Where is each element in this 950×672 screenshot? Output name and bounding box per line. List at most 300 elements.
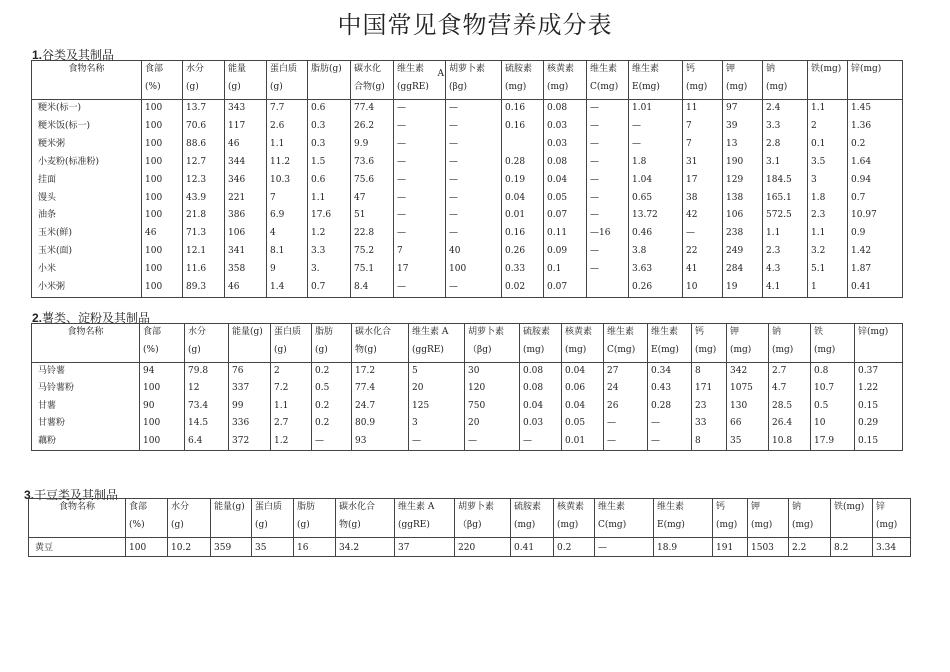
nutrient-value-cell: 572.5 (763, 207, 808, 225)
nutrient-value-cell: 342 (727, 363, 769, 381)
nutrient-value-cell: 3.2 (808, 243, 848, 261)
nutrient-value-cell: — (409, 433, 465, 451)
nutrient-value-cell: 191 (713, 538, 748, 557)
nutrient-value-cell: 30 (465, 363, 520, 381)
nutrient-value-cell: 2.7 (769, 363, 811, 381)
nutrient-value-cell: — (446, 225, 502, 243)
nutrient-value-cell: 24.7 (352, 398, 409, 415)
nutrient-value-cell: 2 (271, 363, 312, 381)
nutrient-value-cell: 8.4 (351, 279, 394, 297)
nutrient-value-cell: — (587, 207, 629, 225)
nutrient-value-cell: 11.6 (183, 261, 225, 279)
nutrient-value-cell: — (394, 100, 446, 118)
nutrient-value-cell: — (394, 136, 446, 154)
column-header: 维生素 C(mg) (604, 324, 648, 363)
nutrient-value-cell: — (629, 136, 683, 154)
nutrient-value-cell: 0.46 (629, 225, 683, 243)
nutrient-value-cell: 51 (351, 207, 394, 225)
nutrient-value-cell: — (587, 100, 629, 118)
nutrient-value-cell (587, 279, 629, 297)
nutrient-value-cell: 130 (727, 398, 769, 415)
nutrient-value-cell: 0.05 (562, 415, 604, 432)
nutrient-value-cell: 100 (446, 261, 502, 279)
nutrient-value-cell: 3.5 (808, 154, 848, 172)
nutrient-value-cell: 372 (229, 433, 271, 451)
column-header: 食部 (%) (126, 499, 168, 538)
nutrient-value-cell: 1.1 (808, 100, 848, 118)
column-header: 钠 (mg) (789, 499, 831, 538)
nutrient-value-cell: 75.6 (351, 172, 394, 190)
nutrient-value-cell: 100 (126, 538, 168, 557)
nutrient-value-cell: 1.1 (763, 225, 808, 243)
nutrient-value-cell: 106 (723, 207, 763, 225)
column-header: 胡萝卜素 (βg) (446, 61, 502, 100)
nutrient-value-cell: 3.63 (629, 261, 683, 279)
column-header: 食部 (%) (142, 61, 183, 100)
nutrient-value-cell: 0.16 (502, 100, 544, 118)
nutrient-value-cell: 24 (604, 380, 648, 397)
nutrient-value-cell: 0.34 (648, 363, 692, 381)
nutrient-value-cell: 3.1 (763, 154, 808, 172)
nutrient-value-cell: 1.8 (808, 190, 848, 208)
column-header: 硫胺素 (mg) (520, 324, 562, 363)
nutrient-value-cell: 3 (808, 172, 848, 190)
column-header: 铁(mg) (831, 499, 873, 538)
table-row (32, 363, 903, 381)
nutrient-value-cell: 0.5 (312, 380, 352, 397)
nutrient-value-cell: 0.15 (855, 433, 903, 451)
nutrient-value-cell: 0.16 (502, 225, 544, 243)
nutrient-value-cell: — (446, 172, 502, 190)
nutrient-value-cell: 22 (683, 243, 723, 261)
nutrient-value-cell: 2.4 (763, 100, 808, 118)
column-header: 脂肪 (g) (312, 324, 352, 363)
nutrient-value-cell: 26 (604, 398, 648, 415)
nutrient-value-cell: 1.4 (267, 279, 308, 297)
nutrient-value-cell: 7.2 (271, 380, 312, 397)
nutrient-value-cell: — (604, 415, 648, 432)
nutrient-value-cell: 0.19 (502, 172, 544, 190)
nutrient-value-cell: 0.6 (308, 100, 351, 118)
nutrient-value-cell: 190 (723, 154, 763, 172)
table-row (32, 279, 903, 297)
column-header: 铁 (mg) (811, 324, 855, 363)
nutrient-value-cell: 11 (683, 100, 723, 118)
nutrient-value-cell: — (446, 118, 502, 136)
column-header: 核黄素 (mg) (554, 499, 595, 538)
nutrient-value-cell: 100 (140, 415, 185, 432)
nutrient-value-cell: 343 (225, 100, 267, 118)
column-header: 碳水化 合物(g) (351, 61, 394, 100)
nutrient-value-cell: 97 (723, 100, 763, 118)
nutrient-value-cell: 1.5 (308, 154, 351, 172)
column-header: 脂肪 (g) (294, 499, 336, 538)
nutrient-value-cell: 341 (225, 243, 267, 261)
nutrient-value-cell: 7 (683, 118, 723, 136)
nutrient-value-cell: 0.26 (502, 243, 544, 261)
nutrient-value-cell: 0.11 (544, 225, 587, 243)
nutrient-value-cell: 7 (394, 243, 446, 261)
nutrient-value-cell: 42 (683, 207, 723, 225)
nutrient-value-cell (502, 136, 544, 154)
nutrient-value-cell: 26.4 (769, 415, 811, 432)
column-header: 钾 (mg) (727, 324, 769, 363)
nutrient-value-cell: 0.04 (562, 363, 604, 381)
nutrient-value-cell: 0.41 (848, 279, 903, 297)
nutrient-value-cell: 0.2 (312, 398, 352, 415)
nutrient-value-cell: 9 (267, 261, 308, 279)
nutrient-value-cell: 28.5 (769, 398, 811, 415)
nutrient-value-cell: 220 (455, 538, 511, 557)
nutrient-value-cell: 1.36 (848, 118, 903, 136)
column-header: 钙 (mg) (692, 324, 727, 363)
column-header: 水分 (g) (168, 499, 211, 538)
nutrient-value-cell: 0.08 (544, 100, 587, 118)
nutrient-value-cell: 35 (252, 538, 294, 557)
table-row (29, 538, 911, 557)
nutrient-value-cell: 0.28 (502, 154, 544, 172)
nutrient-value-cell: 77.4 (352, 380, 409, 397)
nutrient-value-cell: 34.2 (336, 538, 395, 557)
nutrient-value-cell: 18.9 (654, 538, 713, 557)
nutrient-value-cell: 1.1 (267, 136, 308, 154)
nutrient-value-cell: 4.7 (769, 380, 811, 397)
nutrient-value-cell: 8 (692, 433, 727, 451)
section-heading-grains: 1.谷类及其制品 (32, 48, 115, 62)
nutrient-value-cell: 10.3 (267, 172, 308, 190)
column-header: 能量(g) (211, 499, 252, 538)
nutrient-value-cell: 0.08 (520, 380, 562, 397)
nutrient-value-cell: 100 (142, 261, 183, 279)
column-header: 水分 (g) (185, 324, 229, 363)
nutrient-value-cell: 23 (692, 398, 727, 415)
food-name-cell: 小米粥 (32, 279, 142, 297)
table-row (32, 225, 903, 243)
nutrient-value-cell: 0.33 (502, 261, 544, 279)
nutrient-value-cell: 0.7 (308, 279, 351, 297)
nutrient-value-cell: — (648, 415, 692, 432)
nutrient-value-cell: 0.2 (848, 136, 903, 154)
tubers-table (31, 323, 903, 451)
column-header: 钾 (mg) (723, 61, 763, 100)
food-name-cell: 玉米(鲜) (32, 225, 142, 243)
nutrient-value-cell: 0.09 (544, 243, 587, 261)
nutrient-value-cell: 5.1 (808, 261, 848, 279)
nutrient-value-cell: — (604, 433, 648, 451)
nutrient-value-cell: 0.07 (544, 279, 587, 297)
nutrient-value-cell: 47 (351, 190, 394, 208)
nutrient-value-cell: 89.3 (183, 279, 225, 297)
nutrient-value-cell: 1503 (748, 538, 789, 557)
column-header: 维生素 A (ggRE) (409, 324, 465, 363)
nutrient-value-cell: 33 (692, 415, 727, 432)
nutrient-value-cell: 0.2 (312, 363, 352, 381)
nutrient-value-cell: 3.3 (308, 243, 351, 261)
nutrient-value-cell: 3. (308, 261, 351, 279)
nutrient-value-cell: 100 (142, 172, 183, 190)
nutrient-value-cell: 80.9 (352, 415, 409, 432)
nutrient-value-cell: 358 (225, 261, 267, 279)
food-name-cell: 甘薯粉 (32, 415, 140, 432)
nutrient-value-cell: 17 (394, 261, 446, 279)
nutrient-value-cell: 0.04 (502, 190, 544, 208)
nutrient-value-cell: 138 (723, 190, 763, 208)
nutrient-value-cell: 0.04 (520, 398, 562, 415)
nutrient-value-cell: 0.04 (544, 172, 587, 190)
nutrient-value-cell: 2.6 (267, 118, 308, 136)
nutrient-value-cell: 46 (225, 279, 267, 297)
nutrient-value-cell: 0.01 (502, 207, 544, 225)
nutrient-value-cell: 21.8 (183, 207, 225, 225)
column-header: 维生素 C(mg) (587, 61, 629, 100)
nutrient-value-cell: 0.9 (848, 225, 903, 243)
nutrient-value-cell: 238 (723, 225, 763, 243)
nutrient-value-cell: 77.4 (351, 100, 394, 118)
nutrient-value-cell: — (587, 154, 629, 172)
table-row (32, 136, 903, 154)
nutrient-value-cell: 10.7 (811, 380, 855, 397)
nutrient-value-cell: 336 (229, 415, 271, 432)
column-header-suffix: A (437, 69, 444, 79)
nutrient-value-cell: 7 (267, 190, 308, 208)
nutrient-value-cell: 73.4 (185, 398, 229, 415)
column-header: 碳水化合 物(g) (352, 324, 409, 363)
column-header: 蛋白质 (g) (252, 499, 294, 538)
nutrient-value-cell: 0.03 (544, 136, 587, 154)
nutrient-value-cell: — (394, 154, 446, 172)
nutrient-value-cell: 0.03 (520, 415, 562, 432)
table-row (32, 433, 903, 451)
column-header: 维生素 A (ggRE) (395, 499, 455, 538)
table-row (32, 118, 903, 136)
column-header: 胡萝卜素 （βg) (465, 324, 520, 363)
nutrient-value-cell: 249 (723, 243, 763, 261)
nutrient-value-cell: 19 (723, 279, 763, 297)
nutrient-value-cell: 12.1 (183, 243, 225, 261)
nutrient-value-cell: 22.8 (351, 225, 394, 243)
nutrient-value-cell: 13 (723, 136, 763, 154)
nutrient-value-cell: 2.3 (808, 207, 848, 225)
nutrient-value-cell: 12.3 (183, 172, 225, 190)
nutrient-value-cell: 71.3 (183, 225, 225, 243)
nutrient-value-cell: 13.72 (629, 207, 683, 225)
nutrient-value-cell: 12 (185, 380, 229, 397)
nutrient-value-cell: — (446, 190, 502, 208)
nutrient-value-cell: 1.87 (848, 261, 903, 279)
nutrient-value-cell: — (446, 279, 502, 297)
nutrient-value-cell: 2.8 (763, 136, 808, 154)
nutrient-value-cell: 0.08 (544, 154, 587, 172)
nutrient-value-cell: — (520, 433, 562, 451)
food-name-cell: 小米 (32, 261, 142, 279)
food-name-cell: 黄豆 (29, 538, 126, 557)
table-row (32, 207, 903, 225)
nutrient-value-cell: 0.03 (544, 118, 587, 136)
nutrient-value-cell: 93 (352, 433, 409, 451)
nutrient-value-cell: 100 (142, 279, 183, 297)
nutrient-value-cell: 8 (692, 363, 727, 381)
nutrient-value-cell: 37 (395, 538, 455, 557)
column-header: 碳水化合 物(g) (336, 499, 395, 538)
nutrient-value-cell: 7 (683, 136, 723, 154)
nutrient-value-cell: 0.15 (855, 398, 903, 415)
nutrient-value-cell: — (394, 172, 446, 190)
nutrient-value-cell: 1.42 (848, 243, 903, 261)
column-header: 维生素 C(mg) (595, 499, 654, 538)
nutrient-value-cell: 5 (409, 363, 465, 381)
nutrient-value-cell: 100 (142, 243, 183, 261)
table-row (32, 100, 903, 118)
nutrient-value-cell: 0.7 (848, 190, 903, 208)
nutrient-value-cell: 16 (294, 538, 336, 557)
nutrient-value-cell: 10.8 (769, 433, 811, 451)
nutrient-value-cell: 2 (808, 118, 848, 136)
nutrient-value-cell: 38 (683, 190, 723, 208)
nutrient-value-cell: 0.05 (544, 190, 587, 208)
nutrient-value-cell: 0.16 (502, 118, 544, 136)
column-header: 锌(mg) (848, 61, 903, 100)
nutrient-value-cell: 1.8 (629, 154, 683, 172)
nutrient-value-cell: 90 (140, 398, 185, 415)
nutrient-value-cell: 10.97 (848, 207, 903, 225)
nutrient-value-cell: 100 (142, 136, 183, 154)
table-row (32, 172, 903, 190)
nutrient-value-cell: 88.6 (183, 136, 225, 154)
nutrient-value-cell: 17.6 (308, 207, 351, 225)
food-name-cell: 甘薯 (32, 398, 140, 415)
nutrient-value-cell: 1.01 (629, 100, 683, 118)
nutrient-value-cell: 17.9 (811, 433, 855, 451)
nutrient-value-cell: — (648, 433, 692, 451)
nutrient-value-cell: 346 (225, 172, 267, 190)
nutrient-value-cell: 4.3 (763, 261, 808, 279)
nutrient-value-cell: 10 (683, 279, 723, 297)
column-header: 钠 (mg) (769, 324, 811, 363)
grains-table (31, 60, 903, 298)
table-row (32, 415, 903, 432)
nutrient-value-cell: 39 (723, 118, 763, 136)
nutrient-value-cell: — (394, 207, 446, 225)
nutrient-value-cell: 100 (142, 207, 183, 225)
nutrient-value-cell: 9.9 (351, 136, 394, 154)
nutrient-value-cell: 171 (692, 380, 727, 397)
nutrient-value-cell: 1.22 (855, 380, 903, 397)
nutrient-value-cell: 1.1 (271, 398, 312, 415)
nutrient-value-cell: 1.1 (808, 225, 848, 243)
nutrient-value-cell: 0.43 (648, 380, 692, 397)
column-header: 核黄素 (mg) (544, 61, 587, 100)
nutrient-value-cell: 129 (723, 172, 763, 190)
nutrient-value-cell: 13.7 (183, 100, 225, 118)
column-header: 硫胺素 (mg) (511, 499, 554, 538)
column-header: 维生素 E(mg) (629, 61, 683, 100)
nutrient-value-cell: 20 (465, 415, 520, 432)
nutrient-value-cell: 26.2 (351, 118, 394, 136)
nutrient-value-cell: — (446, 136, 502, 154)
section-heading-tubers: 2.薯类、淀粉及其制品 (32, 311, 151, 325)
table-row (32, 154, 903, 172)
nutrient-value-cell: 0.65 (629, 190, 683, 208)
nutrient-value-cell: 99 (229, 398, 271, 415)
food-name-cell: 馒头 (32, 190, 142, 208)
nutrient-value-cell: 79.8 (185, 363, 229, 381)
nutrient-value-cell: 7.7 (267, 100, 308, 118)
nutrient-value-cell: 0.07 (544, 207, 587, 225)
nutrient-value-cell: — (595, 538, 654, 557)
nutrient-value-cell: 120 (465, 380, 520, 397)
column-header: 钾 (mg) (748, 499, 789, 538)
nutrient-value-cell: 75.1 (351, 261, 394, 279)
food-name-cell: 油条 (32, 207, 142, 225)
nutrient-value-cell: 27 (604, 363, 648, 381)
nutrient-value-cell: 1.04 (629, 172, 683, 190)
nutrient-value-cell: 8.2 (831, 538, 873, 557)
food-name-cell: 粳米饭(标一) (32, 118, 142, 136)
column-header: 维生素 (ggRE) A (394, 61, 446, 100)
column-header: 核黄素 (mg) (562, 324, 604, 363)
page-title: 中国常见食物营养成分表 (337, 11, 613, 39)
beans-table (28, 498, 911, 557)
nutrient-value-cell: — (394, 225, 446, 243)
nutrient-value-cell: 46 (225, 136, 267, 154)
food-name-cell: 挂面 (32, 172, 142, 190)
nutrient-value-cell: 1.2 (308, 225, 351, 243)
section-heading-beans: 3.干豆类及其制品 (24, 488, 119, 502)
nutrient-value-cell: 0.3 (308, 136, 351, 154)
nutrient-value-cell: — (394, 190, 446, 208)
nutrient-value-cell: — (394, 279, 446, 297)
nutrient-value-cell: 40 (446, 243, 502, 261)
column-header: 钠 (mg) (763, 61, 808, 100)
nutrient-value-cell: 0.37 (855, 363, 903, 381)
nutrient-value-cell: 70.6 (183, 118, 225, 136)
table-row (32, 190, 903, 208)
food-name-cell: 玉米(面) (32, 243, 142, 261)
nutrient-value-cell: — (446, 207, 502, 225)
column-header: 食部 (%) (140, 324, 185, 363)
nutrient-value-cell: 0.1 (808, 136, 848, 154)
nutrient-value-cell: — (446, 154, 502, 172)
column-header: 蛋白质 (g) (267, 61, 308, 100)
table-row (32, 243, 903, 261)
column-header: 钙 (mg) (713, 499, 748, 538)
nutrient-value-cell: 41 (683, 261, 723, 279)
nutrient-value-cell: 3.8 (629, 243, 683, 261)
table-row (32, 398, 903, 415)
nutrient-value-cell: 4 (267, 225, 308, 243)
nutrient-value-cell: 35 (727, 433, 769, 451)
column-header: 锌 (mg) (873, 499, 911, 538)
column-header: 水分 (g) (183, 61, 225, 100)
nutrient-value-cell: — (587, 136, 629, 154)
nutrient-value-cell: — (683, 225, 723, 243)
nutrient-value-cell: 344 (225, 154, 267, 172)
nutrient-value-cell: 100 (142, 154, 183, 172)
nutrient-value-cell: 0.94 (848, 172, 903, 190)
nutrient-value-cell: 337 (229, 380, 271, 397)
nutrient-value-cell: 3.34 (873, 538, 911, 557)
nutrient-value-cell: 100 (142, 118, 183, 136)
nutrient-value-cell: 0.8 (811, 363, 855, 381)
column-header: 蛋白质 (g) (271, 324, 312, 363)
nutrient-value-cell: 1.64 (848, 154, 903, 172)
nutrient-value-cell: 11.2 (267, 154, 308, 172)
nutrient-value-cell: 0.01 (562, 433, 604, 451)
food-name-cell: 马铃薯 (32, 363, 140, 381)
nutrient-value-cell: 0.2 (554, 538, 595, 557)
column-header: 钙 (mg) (683, 61, 723, 100)
nutrient-value-cell: 2.3 (763, 243, 808, 261)
